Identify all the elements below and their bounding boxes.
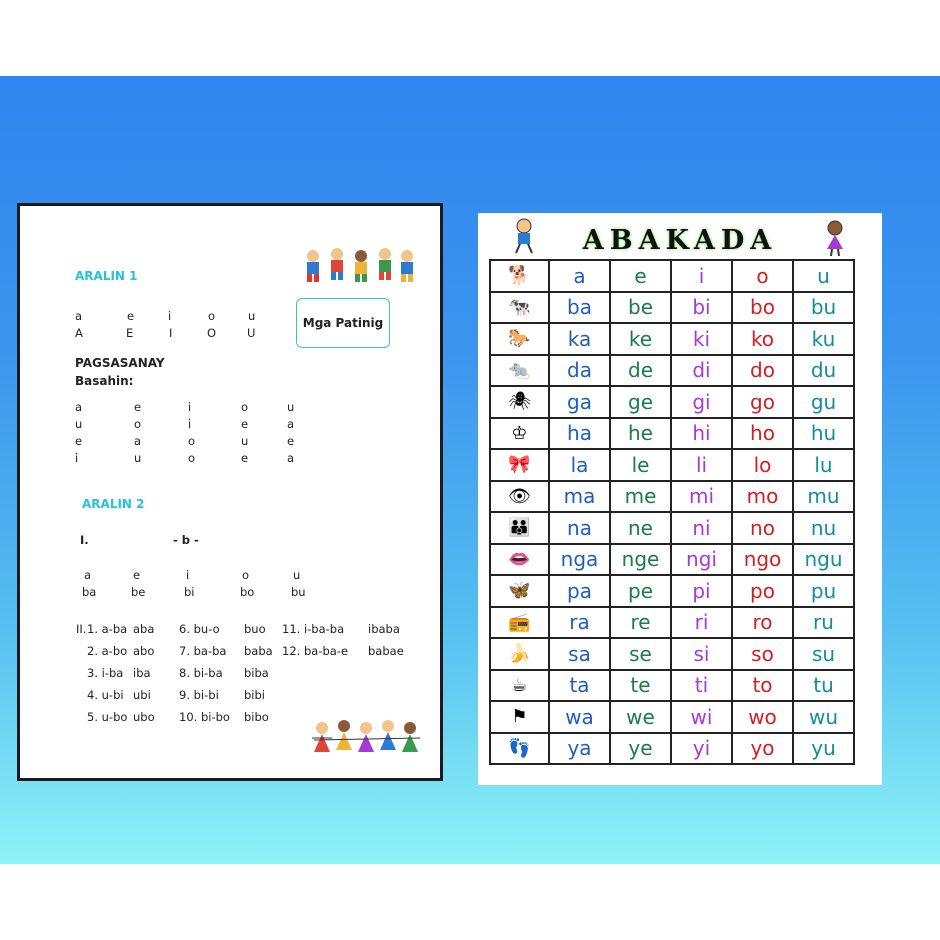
syllable-cell: du: [793, 355, 854, 387]
drill-letter: o: [188, 434, 196, 448]
drill-letter: e: [241, 417, 249, 431]
drill-letter: e: [287, 434, 295, 448]
drill-letter: a: [287, 417, 295, 431]
syllable-cell: a: [549, 260, 610, 292]
basahin-label: Basahin:: [75, 374, 134, 388]
syllable-cell: no: [732, 512, 793, 544]
abakada-chart: [478, 213, 882, 785]
syllable-cell: mi: [671, 481, 732, 513]
syllable-row: [490, 323, 854, 355]
syllable-cell: ba: [549, 292, 610, 324]
drill-letter: i: [188, 400, 192, 414]
syllable-table: [489, 259, 855, 765]
syllable-cell: lu: [793, 449, 854, 481]
word: baba: [244, 644, 273, 658]
word-syllables: 11. i-ba-ba: [282, 622, 345, 636]
vowel-o-lower: o: [208, 309, 216, 323]
syllable-cell: po: [732, 575, 793, 607]
syllable-cell: me: [610, 481, 671, 513]
syllable-cell: ngi: [671, 544, 732, 576]
vowel-u-upper: U: [247, 326, 256, 340]
vowel-i-upper: I: [169, 326, 173, 340]
drill-letter: e: [134, 400, 142, 414]
worksheet-page: [17, 203, 443, 781]
eye-icon: 👁: [490, 481, 549, 513]
syllable-row: [490, 670, 854, 702]
aralin-2-heading: ARALIN 2: [82, 497, 145, 511]
syllable-cell: bu: [793, 292, 854, 324]
mga-patinig-box: Mga Patinig: [296, 298, 390, 348]
syllable-cell: ti: [671, 670, 732, 702]
word: biba: [244, 666, 269, 680]
drill-letter: a: [134, 434, 142, 448]
horse-icon: 🐎: [490, 323, 549, 355]
b-vowel: u: [293, 568, 301, 582]
syllable-cell: he: [610, 418, 671, 450]
syllable-row: [490, 260, 854, 292]
syllable-cell: ta: [549, 670, 610, 702]
syllable-cell: ru: [793, 607, 854, 639]
drill-letter: i: [75, 451, 79, 465]
word: ubi: [133, 688, 151, 702]
syllable-cell: so: [732, 638, 793, 670]
syllable-cell: ngu: [793, 544, 854, 576]
word-syllables: 9. bi-bi: [179, 688, 219, 702]
chart-title: ABAKADA: [582, 225, 778, 256]
syllable-row: [490, 481, 854, 513]
syllable-row: [490, 544, 854, 576]
syllable-cell: pu: [793, 575, 854, 607]
syllable-cell: hi: [671, 418, 732, 450]
syllable-cell: da: [549, 355, 610, 387]
syllable-cell: bo: [732, 292, 793, 324]
syllable-cell: ngo: [732, 544, 793, 576]
butterfly-icon: 🦋: [490, 575, 549, 607]
syllable-cell: di: [671, 355, 732, 387]
syllable-cell: ko: [732, 323, 793, 355]
syllable-cell: ra: [549, 607, 610, 639]
syllable-cell: su: [793, 638, 854, 670]
syllable-cell: sa: [549, 638, 610, 670]
word: buo: [244, 622, 266, 636]
syllable-cell: ga: [549, 386, 610, 418]
vowel-a-upper: A: [75, 326, 83, 340]
syllable-cell: wu: [793, 701, 854, 733]
dog-icon: 🐕: [490, 260, 549, 292]
word-syllables: 1. a-ba: [87, 622, 128, 636]
word-syllables: 2. a-bo: [87, 644, 128, 658]
word: ubo: [133, 710, 155, 724]
syllable-cell: ri: [671, 607, 732, 639]
syllable-cell: bi: [671, 292, 732, 324]
word-syllables: 8. bi-ba: [179, 666, 223, 680]
rat-icon: 🐀: [490, 355, 549, 387]
syllable-row: [490, 638, 854, 670]
syllable-cell: la: [549, 449, 610, 481]
word: babae: [368, 644, 404, 658]
drill-letter: o: [188, 451, 196, 465]
word-syllables: 7. ba-ba: [179, 644, 227, 658]
word: abo: [133, 644, 155, 658]
b-vowel: e: [133, 568, 141, 582]
syllable-cell: lo: [732, 449, 793, 481]
syllable-cell: ho: [732, 418, 793, 450]
flag-icon: ⚑: [490, 701, 549, 733]
vowel-e-lower: e: [127, 309, 135, 323]
spider-icon: 🕷: [490, 386, 549, 418]
syllable-cell: wi: [671, 701, 732, 733]
syllable-cell: to: [732, 670, 793, 702]
drill-letter: e: [75, 434, 83, 448]
syllable-cell: u: [793, 260, 854, 292]
vowel-i-lower: i: [168, 309, 172, 323]
word: bibo: [244, 710, 269, 724]
word: bibi: [244, 688, 265, 702]
part-1-label: I.: [80, 533, 89, 547]
drill-letter: a: [75, 400, 83, 414]
drill-letter: u: [241, 434, 249, 448]
syllable-cell: ya: [549, 733, 610, 765]
syllable-cell: wo: [732, 701, 793, 733]
drill-letter: o: [241, 400, 249, 414]
syllable-cell: ge: [610, 386, 671, 418]
syllable-cell: ma: [549, 481, 610, 513]
children-dancing-illustration: [310, 716, 428, 762]
syllable-cell: ye: [610, 733, 671, 765]
footprints-icon: 👣: [490, 733, 549, 765]
word-syllables: 6. bu-o: [179, 622, 220, 636]
syllable-cell: we: [610, 701, 671, 733]
syllable-cell: hu: [793, 418, 854, 450]
syllable-cell: re: [610, 607, 671, 639]
syllable-cell: mo: [732, 481, 793, 513]
syllable-cell: mu: [793, 481, 854, 513]
syllable-cell: nge: [610, 544, 671, 576]
syllable-cell: o: [732, 260, 793, 292]
drill-letter: u: [287, 400, 295, 414]
syllable-cell: ka: [549, 323, 610, 355]
word-syllables: 4. u-bi: [87, 688, 124, 702]
syllable-cell: pi: [671, 575, 732, 607]
syllable-row: [490, 701, 854, 733]
word-syllables: 10. bi-bo: [179, 710, 230, 724]
syllable-row: [490, 733, 854, 765]
vowel-e-upper: E: [126, 326, 134, 340]
mother-child-icon: 👪: [490, 512, 549, 544]
aralin-1-heading: ARALIN 1: [75, 269, 138, 283]
ribbon-icon: 🎀: [490, 449, 549, 481]
banana-icon: 🍌: [490, 638, 549, 670]
syllable-cell: wa: [549, 701, 610, 733]
word-syllables: 3. i-ba: [87, 666, 124, 680]
drill-letter: a: [287, 451, 295, 465]
mouth-icon: 👄: [490, 544, 549, 576]
syllable-cell: pe: [610, 575, 671, 607]
syllable-row: [490, 512, 854, 544]
syllable-cell: pa: [549, 575, 610, 607]
cow-icon: 🐄: [490, 292, 549, 324]
b-vowel: o: [242, 568, 250, 582]
syllable-cell: ni: [671, 512, 732, 544]
drill-letter: u: [134, 451, 142, 465]
syllable-row: [490, 292, 854, 324]
b-vowel: i: [186, 568, 190, 582]
syllable-cell: go: [732, 386, 793, 418]
syllable-cell: gu: [793, 386, 854, 418]
drill-letter: o: [134, 417, 142, 431]
syllable-cell: ke: [610, 323, 671, 355]
syllable-row: [490, 607, 854, 639]
syllable-cell: le: [610, 449, 671, 481]
syllable-cell: na: [549, 512, 610, 544]
syllable-cell: e: [610, 260, 671, 292]
b-vowel: a: [84, 568, 92, 582]
syllable-cell: tu: [793, 670, 854, 702]
syllable-row: [490, 386, 854, 418]
king-icon: ♔: [490, 418, 549, 450]
syllable-cell: li: [671, 449, 732, 481]
pagsasanay-heading: PAGSASANAY: [75, 356, 165, 370]
syllable-cell: nga: [549, 544, 610, 576]
syllable-cell: ki: [671, 323, 732, 355]
syllable-cell: nu: [793, 512, 854, 544]
syllable-cell: si: [671, 638, 732, 670]
word: aba: [133, 622, 155, 636]
b-syllable: bi: [184, 585, 195, 599]
vowel-a-lower: a: [75, 309, 83, 323]
drill-letter: u: [75, 417, 83, 431]
syllable-cell: ro: [732, 607, 793, 639]
syllable-cell: i: [671, 260, 732, 292]
children-jumping-illustration: [301, 246, 419, 284]
b-syllable: bo: [240, 585, 255, 599]
syllable-cell: ha: [549, 418, 610, 450]
syllable-cell: do: [732, 355, 793, 387]
vowel-u-lower: u: [248, 309, 256, 323]
b-syllable: ba: [82, 585, 97, 599]
syllable-row: [490, 449, 854, 481]
syllable-cell: ku: [793, 323, 854, 355]
syllable-cell: yo: [732, 733, 793, 765]
syllable-cell: yu: [793, 733, 854, 765]
word: iba: [133, 666, 151, 680]
syllable-cell: te: [610, 670, 671, 702]
radio-icon: 📻: [490, 607, 549, 639]
b-syllable: bu: [291, 585, 306, 599]
b-syllable: be: [131, 585, 146, 599]
syllable-row: [490, 355, 854, 387]
syllable-cell: be: [610, 292, 671, 324]
word-syllables: 12. ba-ba-e: [282, 644, 349, 658]
drill-letter: i: [188, 417, 192, 431]
syllable-row: [490, 418, 854, 450]
syllable-cell: gi: [671, 386, 732, 418]
part-2-label: II.: [76, 622, 87, 636]
syllable-cell: se: [610, 638, 671, 670]
syllable-cell: de: [610, 355, 671, 387]
syllable-cell: ne: [610, 512, 671, 544]
word-syllables: 5. u-bo: [87, 710, 128, 724]
consonant-b-label: - b -: [173, 533, 199, 547]
syllable-row: [490, 575, 854, 607]
cup-icon: ☕: [490, 670, 549, 702]
vowel-o-upper: O: [207, 326, 217, 340]
syllable-cell: yi: [671, 733, 732, 765]
drill-letter: e: [241, 451, 249, 465]
word: ibaba: [368, 622, 400, 636]
